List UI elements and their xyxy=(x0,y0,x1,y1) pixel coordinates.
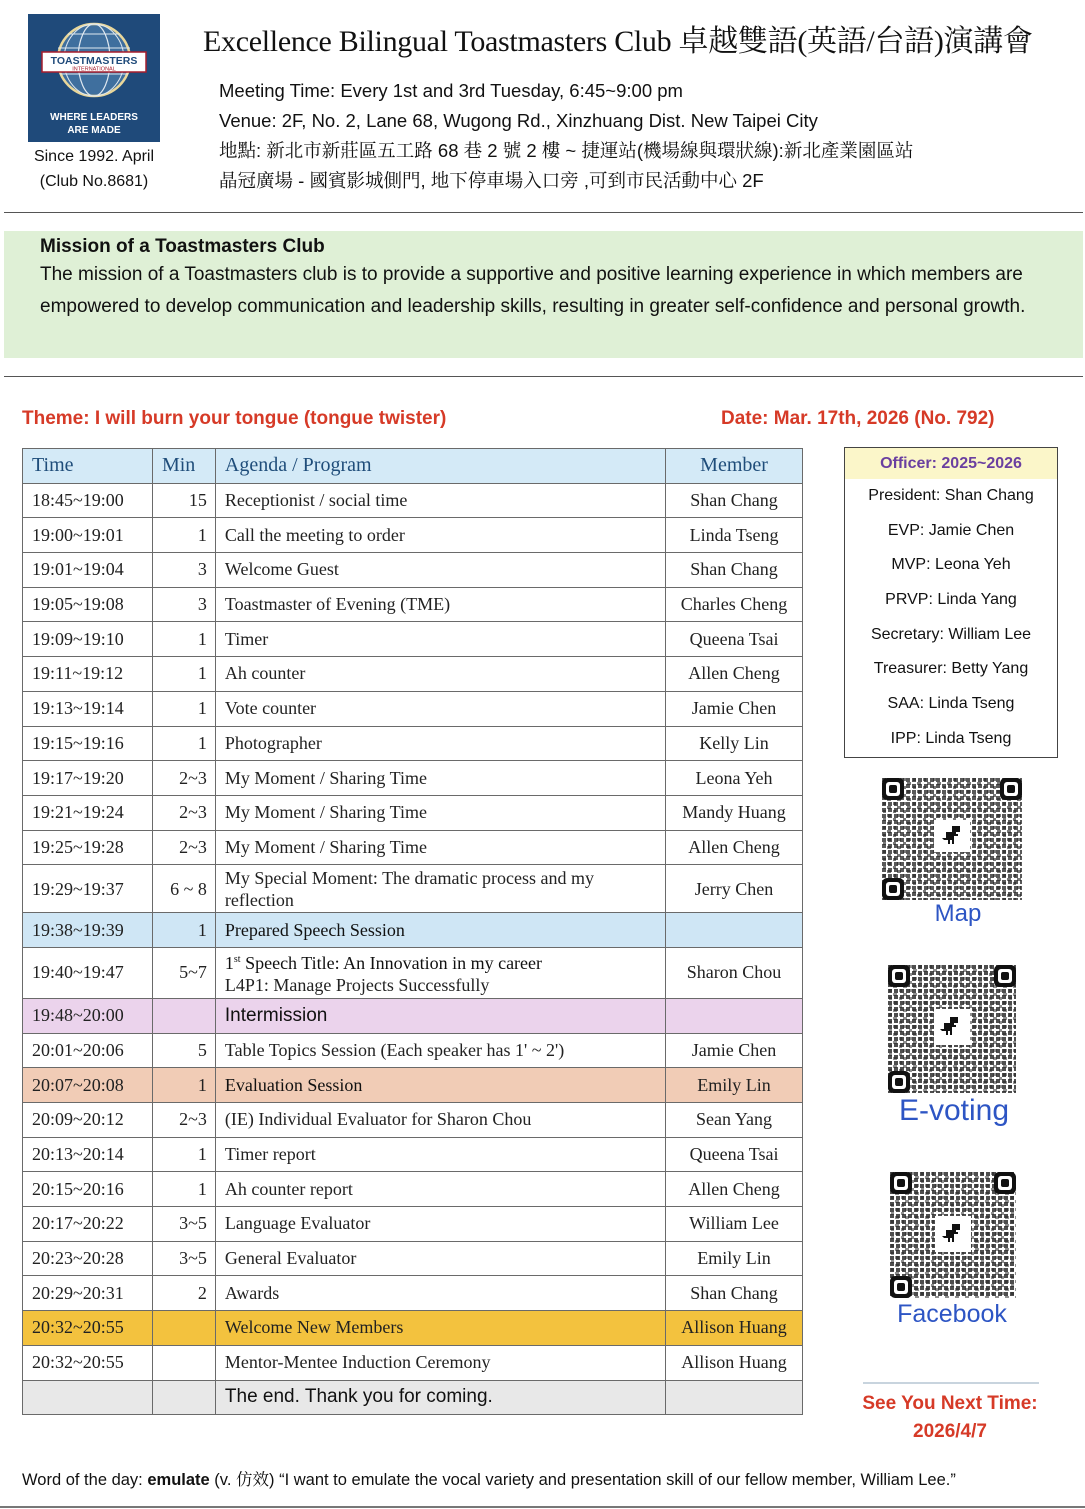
map-label[interactable]: Map xyxy=(934,900,982,927)
cell-min: 6 ~ 8 xyxy=(152,865,215,913)
cell-min: 2~3 xyxy=(152,830,215,865)
cell-member: Queena Tsai xyxy=(666,622,803,657)
cell-min xyxy=(152,1345,215,1380)
officer-item: IPP: Linda Tseng xyxy=(890,729,1012,747)
cell-min: 1 xyxy=(152,657,215,692)
cell-time: 18:45~19:00 xyxy=(23,483,153,518)
meeting-theme: Theme: I will burn your tongue (tongue twister) xyxy=(22,408,447,429)
cell-time: 20:09~20:12 xyxy=(23,1103,153,1138)
next-meeting xyxy=(830,1390,1070,1446)
club-number: (Club No.8681) xyxy=(39,173,149,190)
cell-min: 5~7 xyxy=(152,947,215,998)
officer-item: MVP: Leona Yeh xyxy=(891,556,1011,574)
cell-program: My Moment / Sharing Time xyxy=(215,830,665,865)
cell-min: 1 xyxy=(152,1068,215,1103)
cell-member: Shan Chang xyxy=(666,1276,803,1311)
cell-member xyxy=(666,1380,803,1415)
officer-box xyxy=(844,447,1058,758)
meeting-date: Date: Mar. 17th, 2026 (No. 792) xyxy=(721,408,995,429)
toastmasters-logo xyxy=(28,14,160,142)
cell-program: Mentor-Mentee Induction Ceremony xyxy=(215,1345,665,1380)
speech-number-suffix: st xyxy=(233,954,241,966)
cell-member: Jamie Chen xyxy=(666,1033,803,1068)
cell-program: Call the meeting to order xyxy=(215,518,665,553)
cell-member: Jerry Chen xyxy=(666,865,803,913)
cell-time: 19:01~19:04 xyxy=(23,553,153,588)
cell-program: Awards xyxy=(215,1276,665,1311)
table-row xyxy=(23,1276,803,1311)
cell-min: 1 xyxy=(152,1172,215,1207)
cell-time: 19:17~19:20 xyxy=(23,761,153,796)
cell-program: My Special Moment: The dramatic process and my reflection xyxy=(215,865,665,913)
table-row-end xyxy=(23,1380,803,1415)
table-row xyxy=(23,622,803,657)
club-since xyxy=(14,144,174,194)
table-row xyxy=(23,761,803,796)
meeting-info xyxy=(219,76,913,196)
cell-member: Queena Tsai xyxy=(666,1137,803,1172)
mission-text: The mission of a Toastmasters club is to provide a supportive and positive learning experience in which members are empowered to develop communication and leadership skills, resulting in greater self-confidence and personal growth. xyxy=(40,264,1026,317)
table-row xyxy=(23,553,803,588)
cell-min: 2~3 xyxy=(152,795,215,830)
cell-min: 3~5 xyxy=(152,1207,215,1242)
cell-time: 19:13~19:14 xyxy=(23,691,153,726)
cell-min: 2 xyxy=(152,1276,215,1311)
cell-time: 19:11~19:12 xyxy=(23,657,153,692)
cell-time: 19:09~19:10 xyxy=(23,622,153,657)
cell-member: Allen Cheng xyxy=(666,1172,803,1207)
mission-title: Mission of a Toastmasters Club xyxy=(40,236,325,257)
cell-program: Photographer xyxy=(215,726,665,761)
next-meeting-label: See You Next Time: xyxy=(862,1393,1038,1414)
table-header-row xyxy=(23,449,803,484)
table-row xyxy=(23,691,803,726)
cell-time: 19:00~19:01 xyxy=(23,518,153,553)
cell-program: My Moment / Sharing Time xyxy=(215,761,665,796)
table-row xyxy=(23,483,803,518)
cell-program: Intermission xyxy=(215,998,665,1033)
venue-zh-2: 晶冠廣場 - 國賓影城側門, 地下停車場入口旁 ,可到市民活動中心 2F xyxy=(219,170,764,191)
svg-text:ARE MADE: ARE MADE xyxy=(67,125,121,136)
table-row xyxy=(23,587,803,622)
table-row-speech xyxy=(23,947,803,998)
cell-member: Allen Cheng xyxy=(666,830,803,865)
cell-program: Timer xyxy=(215,622,665,657)
venue-zh-1: 地點: 新北市新莊區五工路 68 巷 2 號 2 樓 ~ 捷運站(機場線與環狀線):新北產業園區站 xyxy=(219,140,914,161)
cell-program: Prepared Speech Session xyxy=(215,913,665,948)
cell-program: Toastmaster of Evening (TME) xyxy=(215,587,665,622)
table-row xyxy=(23,1137,803,1172)
cell-program xyxy=(215,947,665,998)
cell-min: 2~3 xyxy=(152,761,215,796)
cell-member: Emily Lin xyxy=(666,1241,803,1276)
table-row xyxy=(23,795,803,830)
table-row-prepared-speech xyxy=(23,913,803,948)
wotd-definition: (v. 仿效) “I want to emulate the vocal variety and presentation skill of our fellow member, William Lee.” xyxy=(209,1471,956,1489)
cell-time: 19:48~20:00 xyxy=(23,998,153,1033)
table-row xyxy=(23,1345,803,1380)
cell-program: Evaluation Session xyxy=(215,1068,665,1103)
col-header-program: Agenda / Program xyxy=(215,449,665,484)
mission-box xyxy=(4,231,1083,358)
cell-member: Emily Lin xyxy=(666,1068,803,1103)
cell-time: 19:40~19:47 xyxy=(23,947,153,998)
cell-program: (IE) Individual Evaluator for Sharon Chou xyxy=(215,1103,665,1138)
officer-title: Officer: 2025~2026 xyxy=(845,448,1057,479)
cell-member: Shan Chang xyxy=(666,483,803,518)
cell-min: 1 xyxy=(152,691,215,726)
cell-member: William Lee xyxy=(666,1207,803,1242)
cell-time: 20:07~20:08 xyxy=(23,1068,153,1103)
cell-member: Linda Tseng xyxy=(666,518,803,553)
officer-item: EVP: Jamie Chen xyxy=(887,521,1015,539)
speech-number: 1 xyxy=(224,953,234,974)
cell-time: 19:25~19:28 xyxy=(23,830,153,865)
wotd-word: emulate xyxy=(147,1471,210,1489)
cell-program: General Evaluator xyxy=(215,1241,665,1276)
divider xyxy=(863,1382,1039,1384)
wotd-prefix: Word of the day: xyxy=(22,1471,148,1489)
cell-min: 1 xyxy=(152,622,215,657)
cell-min: 2~3 xyxy=(152,1103,215,1138)
facebook-qr-code[interactable] xyxy=(890,1172,1016,1298)
col-header-min: Min xyxy=(152,449,215,484)
cell-min: 3~5 xyxy=(152,1241,215,1276)
table-row-welcome-new-members xyxy=(23,1311,803,1346)
cell-min xyxy=(152,1380,215,1415)
cell-min xyxy=(152,998,215,1033)
meeting-time: Meeting Time: Every 1st and 3rd Tuesday, 6:45~9:00 pm xyxy=(219,80,683,101)
cell-time: 20:01~20:06 xyxy=(23,1033,153,1068)
cell-program: The end. Thank you for coming. xyxy=(215,1380,665,1415)
club-title: Excellence Bilingual Toastmasters Club 卓越雙語(英語/台語)演講會 xyxy=(203,25,1033,58)
speech-title: Speech Title: An Innovation in my career xyxy=(240,953,543,974)
svg-text:INTERNATIONAL: INTERNATIONAL xyxy=(72,66,116,73)
table-row-intermission xyxy=(23,998,803,1033)
cell-time: 19:15~19:16 xyxy=(23,726,153,761)
cell-member: Allison Huang xyxy=(666,1311,803,1346)
cell-min: 3 xyxy=(152,553,215,588)
divider xyxy=(4,376,1083,377)
cell-program: Ah counter xyxy=(215,657,665,692)
globe-icon xyxy=(28,14,160,142)
cell-member: Leona Yeh xyxy=(666,761,803,796)
table-row xyxy=(23,1172,803,1207)
cell-program: Ah counter report xyxy=(215,1172,665,1207)
cell-time: 19:29~19:37 xyxy=(23,865,153,913)
table-row xyxy=(23,1207,803,1242)
table-row xyxy=(23,830,803,865)
table-row xyxy=(23,1241,803,1276)
cell-program: Receptionist / social time xyxy=(215,483,665,518)
cell-time: 20:23~20:28 xyxy=(23,1241,153,1276)
map-qr-code[interactable] xyxy=(882,778,1022,900)
facebook-label[interactable]: Facebook xyxy=(897,1300,1007,1328)
cell-member xyxy=(666,998,803,1033)
cell-member: Jamie Chen xyxy=(666,691,803,726)
cell-min: 15 xyxy=(152,483,215,518)
cell-member: Allison Huang xyxy=(666,1345,803,1380)
evoting-label[interactable]: E-voting xyxy=(898,1094,1010,1127)
cell-min: 1 xyxy=(152,1137,215,1172)
cell-min: 1 xyxy=(152,518,215,553)
svg-text:WHERE LEADERS: WHERE LEADERS xyxy=(50,112,138,123)
cell-time: 20:32~20:55 xyxy=(23,1345,153,1380)
cell-member: Charles Cheng xyxy=(666,587,803,622)
cell-member: Sean Yang xyxy=(666,1103,803,1138)
cell-min: 1 xyxy=(152,913,215,948)
cell-member: Kelly Lin xyxy=(666,726,803,761)
officer-item: Secretary: William Lee xyxy=(870,625,1032,643)
cell-program: Language Evaluator xyxy=(215,1207,665,1242)
cell-min xyxy=(152,1311,215,1346)
cell-time: 19:21~19:24 xyxy=(23,795,153,830)
table-row xyxy=(23,726,803,761)
next-meeting-date: 2026/4/7 xyxy=(913,1421,987,1442)
cell-program: Welcome New Members xyxy=(215,1311,665,1346)
cell-time xyxy=(23,1380,153,1415)
cell-member xyxy=(666,913,803,948)
table-row xyxy=(23,865,803,913)
cell-time: 20:15~20:16 xyxy=(23,1172,153,1207)
officer-item: PRVP: Linda Yang xyxy=(885,591,1017,609)
table-row xyxy=(23,1033,803,1068)
table-row xyxy=(23,657,803,692)
table-row xyxy=(23,518,803,553)
col-header-member: Member xyxy=(666,449,803,484)
divider xyxy=(0,1506,1085,1508)
cell-program: Welcome Guest xyxy=(215,553,665,588)
agenda-table xyxy=(22,448,803,1415)
table-row xyxy=(23,1103,803,1138)
word-of-the-day xyxy=(22,1466,956,1490)
cell-program: Table Topics Session (Each speaker has 1' ~ 2') xyxy=(215,1033,665,1068)
col-header-time: Time xyxy=(23,449,153,484)
cell-min: 5 xyxy=(152,1033,215,1068)
venue: Venue: 2F, No. 2, Lane 68, Wugong Rd., Xinzhuang Dist. New Taipei City xyxy=(219,110,818,131)
cell-program: My Moment / Sharing Time xyxy=(215,795,665,830)
cell-time: 19:05~19:08 xyxy=(23,587,153,622)
cell-time: 20:29~20:31 xyxy=(23,1276,153,1311)
cell-member: Shan Chang xyxy=(666,553,803,588)
cell-time: 20:17~20:22 xyxy=(23,1207,153,1242)
cell-time: 20:13~20:14 xyxy=(23,1137,153,1172)
evoting-qr-code[interactable] xyxy=(888,965,1016,1093)
officer-item: Treasurer: Betty Yang xyxy=(873,660,1029,678)
speech-project: L4P1: Manage Projects Successfully xyxy=(224,975,490,996)
cell-program: Vote counter xyxy=(215,691,665,726)
cell-member: Sharon Chou xyxy=(666,947,803,998)
officer-item: SAA: Linda Tseng xyxy=(887,695,1015,713)
cell-member: Allen Cheng xyxy=(666,657,803,692)
cell-time: 19:38~19:39 xyxy=(23,913,153,948)
table-row-evaluation-session xyxy=(23,1068,803,1103)
cell-member: Mandy Huang xyxy=(666,795,803,830)
svg-text:TOASTMASTERS: TOASTMASTERS xyxy=(50,55,138,67)
cell-program: Timer report xyxy=(215,1137,665,1172)
since-date: Since 1992. April xyxy=(33,148,155,165)
officer-item: President: Shan Chang xyxy=(868,487,1034,504)
cell-min: 1 xyxy=(152,726,215,761)
cell-min: 3 xyxy=(152,587,215,622)
cell-time: 20:32~20:55 xyxy=(23,1311,153,1346)
divider xyxy=(4,212,1083,213)
